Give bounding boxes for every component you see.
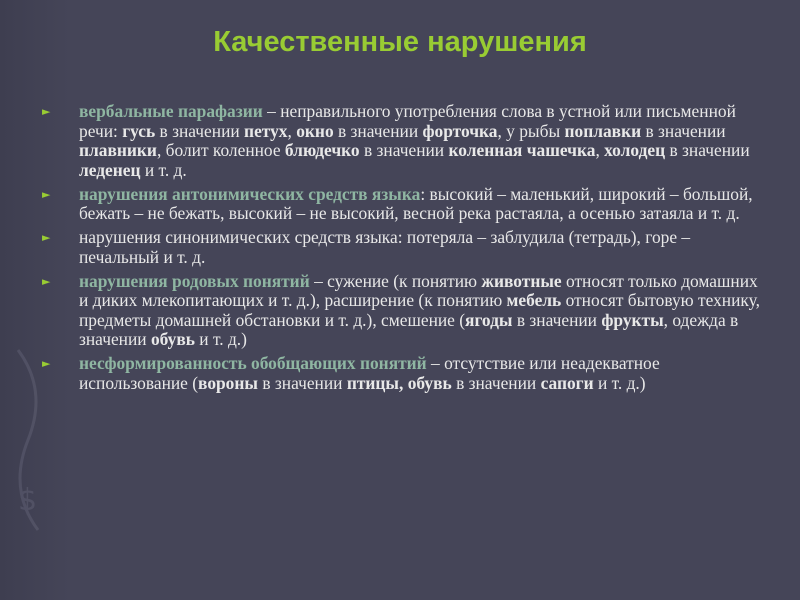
bullet-arrow-icon: ► xyxy=(42,231,51,244)
bullet-example: животные xyxy=(481,270,562,291)
bullet-arrow-icon: ► xyxy=(42,274,51,288)
slide-title: Качественные нарушения xyxy=(213,26,587,58)
bullet-text: в значении xyxy=(665,140,750,160)
bullet-text: , болит коленное xyxy=(156,140,285,160)
bullet-text: – отсутствие или неадекватное использование ( xyxy=(79,353,660,393)
bullet-text: : высокий – маленький, широкий – большой, бежать – не бежать, высокий – не высокий, весной река растаяла, а осенью затаяла и т. д. xyxy=(79,183,753,223)
bullet-text: и т. д.) xyxy=(194,329,247,349)
bullet-text: – сужение (к понятию xyxy=(309,270,482,291)
bullet-item xyxy=(42,185,762,224)
bullet-text: в значении xyxy=(451,372,541,393)
bullet-item xyxy=(42,354,762,393)
bullet-text: в значении xyxy=(641,120,726,141)
bullet-text: , xyxy=(287,120,297,141)
bullet-item xyxy=(42,102,762,180)
bullet-text: и т. д. xyxy=(140,159,187,180)
bullet-text: в значении xyxy=(512,309,602,330)
bullet-text: относят только домашних и диких млекопитающих и т. д.), расширение (к понятию xyxy=(79,270,758,310)
bullet-arrow-icon: ► xyxy=(42,187,51,201)
bullet-item xyxy=(42,272,762,350)
bullet-term: несформированность обобщающих понятий xyxy=(79,353,427,373)
bullet-text: в значении xyxy=(155,120,245,141)
bullet-item xyxy=(42,228,762,267)
bullet-example: холодец xyxy=(604,140,666,160)
bullet-example: окно xyxy=(296,120,334,141)
bullet-text: в значении xyxy=(359,140,449,160)
bullet-example: плавники xyxy=(79,140,157,160)
bullet-example: сапоги xyxy=(540,372,594,393)
svg-text:$: $ xyxy=(18,483,38,518)
bullet-example: птицы, обувь xyxy=(346,372,452,393)
bullet-example: форточка xyxy=(422,120,498,141)
bullet-example: ягоды xyxy=(465,309,513,330)
bullet-term: нарушения родовых понятий xyxy=(79,270,310,291)
bullet-example: поплавки xyxy=(564,120,642,141)
bullet-text: в значении xyxy=(257,372,347,393)
bullet-text: , xyxy=(595,140,605,160)
bullet-arrow-icon: ► xyxy=(42,357,51,370)
bullet-list xyxy=(42,102,762,398)
bullet-text: и т. д.) xyxy=(593,372,646,393)
bullet-example: петух xyxy=(244,120,288,141)
bullet-arrow-icon: ► xyxy=(42,105,51,118)
bullet-text: нарушения синонимических средств языка: потеряла – заблудила (тетрадь), горе – печальный и т. д. xyxy=(79,227,691,267)
bullet-text: в значении xyxy=(333,120,423,141)
bullet-example: коленная чашечка xyxy=(448,140,596,160)
bullet-example: мебель xyxy=(506,290,562,310)
bullet-example: фрукты xyxy=(601,309,664,330)
bullet-text: , одежда в значении xyxy=(79,309,739,349)
bullet-text: , у рыбы xyxy=(497,120,565,141)
bullet-term: нарушения антонимических средств языка xyxy=(79,183,421,204)
bullet-text: относят бытовую технику, предметы домашней обстановки и т. д.), смешение ( xyxy=(79,290,760,330)
bullet-term: вербальные парафазии xyxy=(79,101,263,121)
bullet-text: – неправильного употребления слова в устной или письменной речи: xyxy=(79,101,736,141)
bullet-example: гусь xyxy=(122,120,156,141)
bullet-example: вороны xyxy=(198,372,258,393)
bullet-example: блюдечко xyxy=(284,140,360,160)
bullet-example: леденец xyxy=(79,159,141,180)
bullet-example: обувь xyxy=(150,329,195,349)
